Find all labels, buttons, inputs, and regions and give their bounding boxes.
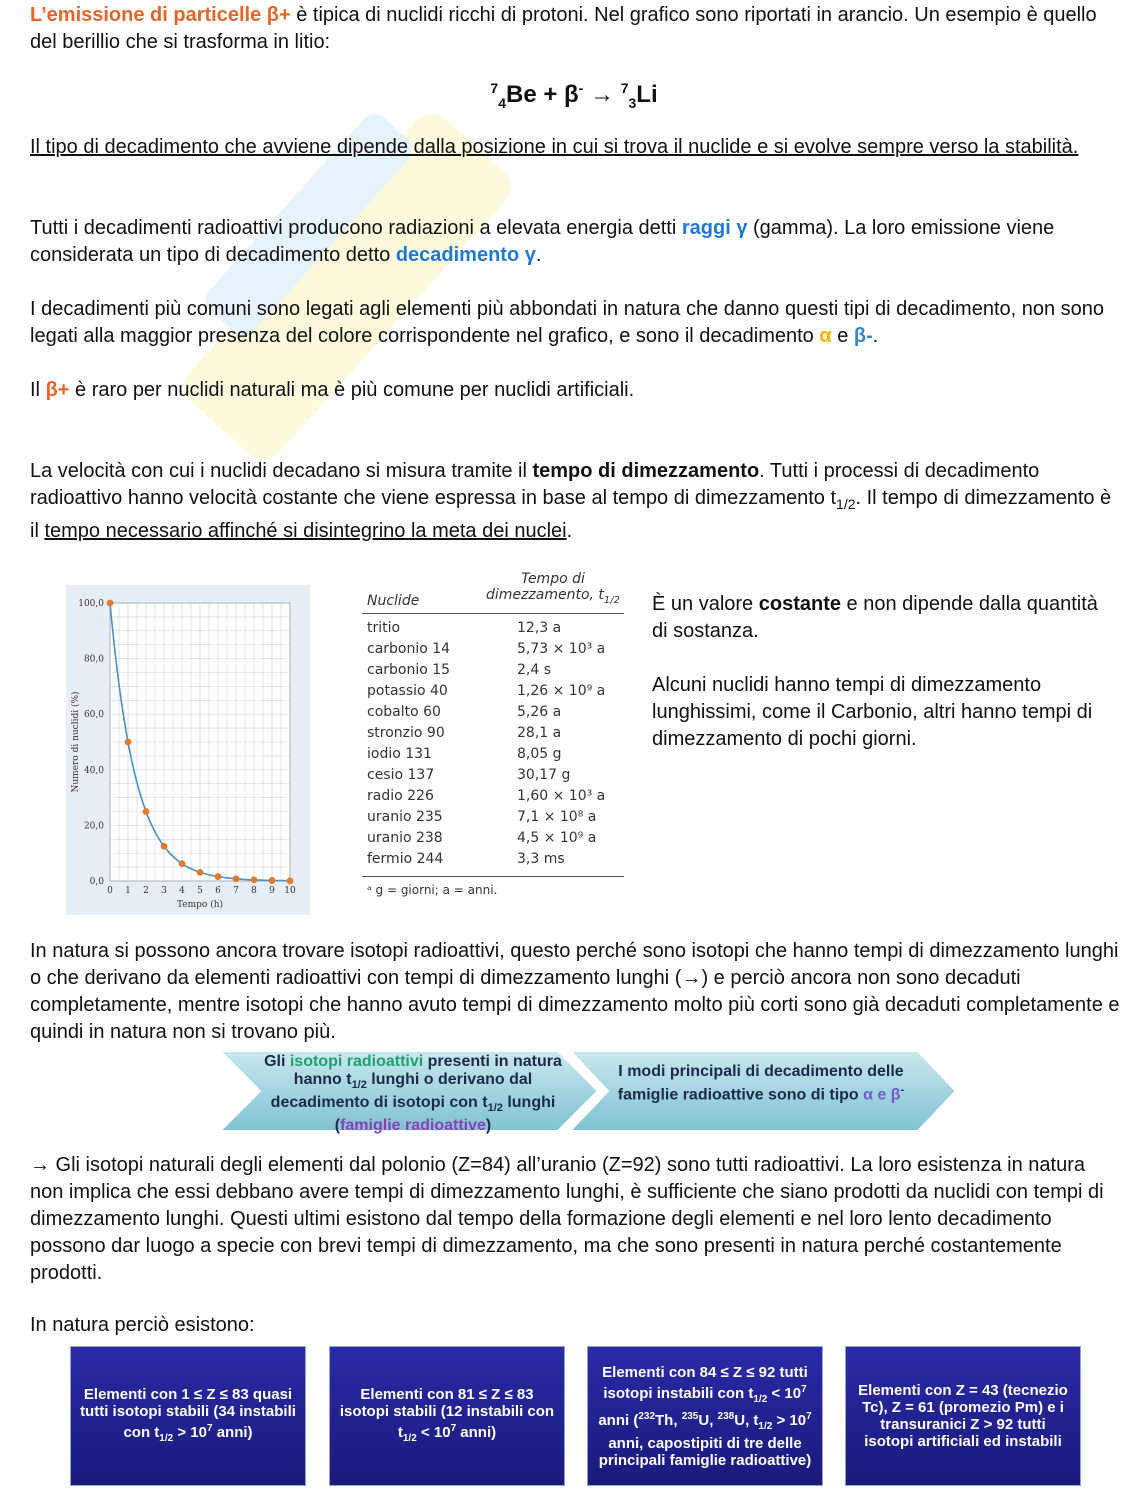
- nuclide-name: tritio: [367, 620, 401, 636]
- x-tick-label: 8: [251, 886, 257, 896]
- paragraph-beta-plus: L’emissione di particelle β+ è tipica di nuclidi ricchi di protoni. Nel grafico sono riportati in arancio. Un esempio è quello del berillio che si trasforma in litio:: [30, 4, 1097, 53]
- table-footnote: ᵃ g = giorni; a = anni.: [367, 883, 498, 897]
- half-life-value: 30,17 g: [517, 767, 571, 783]
- y-tick-label: 20,0: [83, 821, 104, 832]
- side-note-constant: È un valore costante e non dipende dalla quantità di sostanza.: [652, 593, 1098, 642]
- banner-right-text: I modi principali di decadimento delle famiglie radioattive sono di tipo α e β-: [617, 1063, 905, 1104]
- data-point: [215, 873, 222, 880]
- nuclide-name: radio 226: [367, 788, 434, 804]
- x-tick-label: 6: [215, 886, 221, 896]
- x-tick-label: 0: [107, 886, 113, 896]
- box-stable-elements: Elementi con 1 ≤ Z ≤ 83 quasi tutti isotopi stabili (34 instabili con $t_{1/2} > 10^7$ anni): [70, 1346, 306, 1486]
- data-point: [287, 877, 294, 884]
- nuclide-name: cobalto 60: [367, 704, 441, 720]
- paragraph-stability: Il tipo di decadimento che avviene dipende dalla posizione in cui si trova il nuclide e si evolve sempre verso la stabilità.: [30, 136, 1079, 158]
- nuclide-name: iodio 131: [367, 746, 432, 762]
- table-row: [362, 723, 624, 744]
- data-point: [197, 869, 204, 876]
- half-life-value: 7,1 × 10⁸ a: [517, 809, 597, 825]
- table-header: [362, 571, 624, 614]
- info-banner: [218, 1049, 958, 1133]
- nuclide-name: fermio 244: [367, 851, 444, 867]
- table-row: [362, 744, 624, 765]
- header-nuclide: Nuclide: [367, 593, 420, 609]
- x-axis-label: Tempo (h): [176, 900, 224, 910]
- y-tick-label: 100,0: [78, 599, 104, 609]
- y-tick-label: 60,0: [83, 710, 104, 721]
- x-tick-label: 5: [197, 886, 203, 896]
- data-point: [269, 877, 276, 884]
- data-point: [251, 876, 258, 883]
- half-life-value: 28,1 a: [517, 725, 562, 741]
- nuclide-name: uranio 238: [367, 830, 443, 846]
- header-half-life: Tempo di dimezzamento, $t_{1/2}$: [486, 571, 620, 606]
- paragraph-in-nature: In natura perciò esistono:: [30, 1314, 255, 1336]
- y-axis-label: Numero di nuclidi (%): [71, 691, 81, 793]
- paragraph-polonium-uranium: → Gli isotopi naturali degli elementi dal polonio (Z=84) all’uranio (Z=92) sono tutti radioattivi. La loro esistenza in natura non implica che essi debbano avere tempi di dimezzamento lunghi, è sufficiente che siano prodotti da nuclidi con tempi di dimezzamento lunghi. Questi ultimi esistono dal tempo della formazione degli elementi e nel loro lento decadimento possono dar luogo a specie con brevi tempi di dimezzamento, ma che sono presenti in natura perché costantemente prodotti.: [30, 1154, 1104, 1284]
- beta-plus-highlight: L’emissione di particelle β+: [30, 4, 291, 26]
- nuclide-name: stronzio 90: [367, 725, 445, 741]
- half-life-value: 1,26 × 10⁹ a: [517, 683, 606, 699]
- x-tick-label: 7: [233, 886, 239, 896]
- data-point: [161, 843, 168, 850]
- box-artificial-elements: Elementi con Z = 43 (tecnezio Tc), Z = 61 (promezio Pm) e i transuranici Z > 92 tutti isotopi artificiali ed instabili: [845, 1346, 1081, 1486]
- banner-left-text: Gli isotopi radioattivi presenti in natura hanno $t_{1/2}$ lunghi o derivano dal decadimento di isotopi con $t_{1/2}$ lunghi (famiglie radioattive): [264, 1053, 562, 1135]
- table-row: [362, 618, 624, 639]
- nuclide-name: uranio 235: [367, 809, 443, 825]
- table-row: [362, 702, 624, 723]
- x-tick-label: 10: [284, 886, 296, 896]
- paragraph-common-decays: I decadimenti più comuni sono legati agli elementi più abbondati in natura che danno questi tipi di decadimento, non sono legati alla maggior presenza del colore corrispondente nel grafico, e sono il decadimento α e β-.: [30, 298, 1105, 347]
- table-row: [362, 660, 624, 681]
- nuclide-name: carbonio 14: [367, 641, 451, 657]
- data-point: [107, 600, 114, 607]
- data-point: [233, 875, 240, 882]
- table-body: [362, 614, 624, 870]
- table-row: [362, 639, 624, 660]
- half-life-value: 3,3 ms: [517, 851, 565, 867]
- half-life-table: [362, 571, 624, 897]
- table-row: [362, 765, 624, 786]
- box-84-92-elements: Elementi con 84 ≤ Z ≤ 92 tutti isotopi instabili con $t_{1/2} < 10^7$ anni ($^{232}$Th, $^{235}$U, $^{238}$U, $t_{1/2} > 10^7$ anni, capostipiti di tre delle principali famiglie radioattive): [587, 1346, 823, 1486]
- equation: $^7_4$Be + β- → $^7_3$Li: [490, 80, 658, 111]
- table-row: [362, 786, 624, 807]
- table-row: [362, 807, 624, 828]
- decay-chart-svg: [66, 585, 310, 915]
- paragraph-half-life: La velocità con cui i nuclidi decadano si misura tramite il tempo di dimezzamento. Tutti i processi di decadimento radioattivo hanno velocità costante che viene espressa in base al tempo di dimezzamento $t_{1/2}$. Il tempo di dimezzamento è il tempo necessario affinché si disintegrino la meta dei nuclei.: [30, 460, 1112, 542]
- y-tick-label: 40,0: [83, 765, 104, 776]
- paragraph-beta-plus-rare: Il β+ è raro per nuclidi naturali ma è più comune per nuclidi artificiali.: [30, 379, 635, 401]
- x-tick-label: 9: [269, 886, 275, 896]
- half-life-value: 4,5 × 10⁹ a: [517, 830, 597, 846]
- box-81-83-elements: Elementi con 81 ≤ Z ≤ 83 isotopi stabili (12 instabili con $t_{1/2} < 10^7$ anni): [329, 1346, 565, 1486]
- data-point: [143, 808, 150, 815]
- nuclide-name: potassio 40: [367, 683, 448, 699]
- half-life-value: 12,3 a: [517, 620, 562, 636]
- paragraph-natural-isotopes: In natura si possono ancora trovare isotopi radioattivi, questo perché sono isotopi che hanno tempi di dimezzamento lunghi o che derivano da elementi radioattivi con tempi di dimezzamento lunghi (→) e perciò ancora non sono decaduti completamente, mentre isotopi che hanno avuto tempi di dimezzamento molto più corti sono già decaduti completamente e quindi in natura non si trovano più.: [30, 940, 1120, 1043]
- table-row: [362, 681, 624, 702]
- data-point: [179, 860, 186, 867]
- half-life-value: 1,60 × 10³ a: [517, 788, 606, 804]
- table-row: [362, 849, 624, 870]
- decay-chart: [66, 585, 310, 915]
- y-tick-label: 0,0: [89, 877, 104, 887]
- nuclide-name: cesio 137: [367, 767, 435, 783]
- x-tick-label: 1: [125, 886, 131, 896]
- half-life-value: 5,73 × 10³ a: [517, 641, 606, 657]
- data-point: [125, 739, 132, 746]
- x-tick-label: 4: [179, 886, 185, 896]
- y-tick-label: 80,0: [83, 654, 104, 665]
- half-life-value: 5,26 a: [517, 704, 562, 720]
- paragraph-gamma: Tutti i decadimenti radioattivi producono radiazioni a elevata energia detti raggi γ (gamma). La loro emissione viene considerata un tipo di decadimento detto decadimento γ.: [30, 217, 1055, 266]
- x-tick-label: 2: [143, 886, 149, 896]
- side-note-examples: Alcuni nuclidi hanno tempi di dimezzamento lunghissimi, come il Carbonio, altri hanno tempi di dimezzamento di pochi giorni.: [652, 674, 1093, 750]
- half-life-value: 2,4 s: [517, 662, 552, 678]
- table-row: [362, 828, 624, 849]
- nuclide-name: carbonio 15: [367, 662, 451, 678]
- x-tick-label: 3: [161, 886, 167, 896]
- half-life-value: 8,05 g: [517, 746, 562, 762]
